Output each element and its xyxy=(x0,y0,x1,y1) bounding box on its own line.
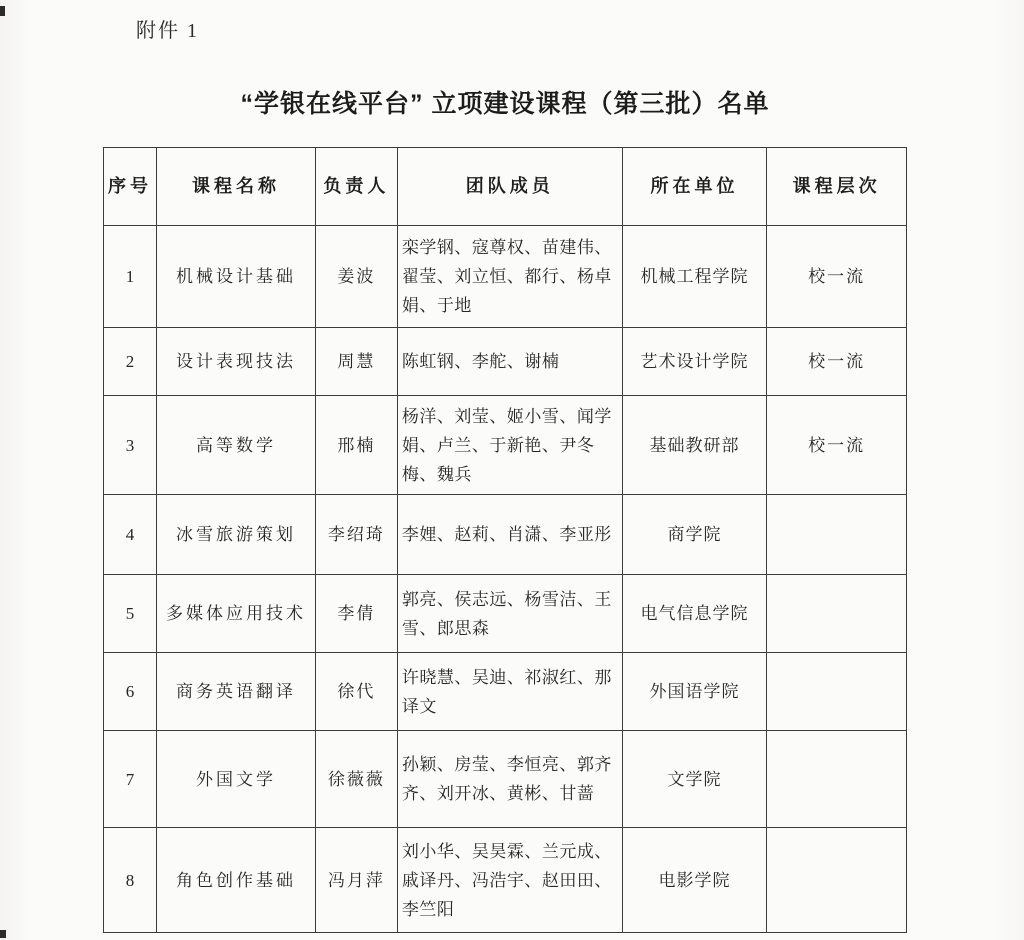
cell-course-name: 设计表现技法 xyxy=(156,328,315,396)
cell-unit: 基础教研部 xyxy=(622,396,767,495)
table-row xyxy=(104,328,907,396)
cell-serial-no: 4 xyxy=(104,495,157,575)
cell-unit: 文学院 xyxy=(622,731,767,828)
cell-team-members: 许晓慧、吴迪、祁淑红、那译文 xyxy=(397,653,622,731)
cell-leader: 姜波 xyxy=(315,226,397,328)
cell-serial-no: 7 xyxy=(104,731,157,828)
cell-course-name: 机械设计基础 xyxy=(156,226,315,328)
cell-course-level xyxy=(767,653,907,731)
page-title: “学银在线平台” 立项建设课程（第三批）名单 xyxy=(240,90,770,118)
table-row xyxy=(104,226,907,328)
header-course-name: 课程名称 xyxy=(156,148,315,226)
cell-serial-no: 5 xyxy=(104,575,157,653)
cell-team-members: 郭亮、侯志远、杨雪洁、王雪、郎思森 xyxy=(397,575,622,653)
cell-unit: 机械工程学院 xyxy=(622,226,767,328)
cell-course-level xyxy=(767,828,907,933)
cell-serial-no: 3 xyxy=(104,396,157,495)
cell-team-members: 杨洋、刘莹、姬小雪、闻学娟、卢兰、于新艳、尹冬梅、魏兵 xyxy=(397,396,622,495)
cell-serial-no: 8 xyxy=(104,828,157,933)
cell-course-name: 商务英语翻译 xyxy=(156,653,315,731)
cell-unit: 电气信息学院 xyxy=(622,575,767,653)
cell-team-members: 栾学钢、寇尊权、苗建伟、翟莹、刘立恒、都行、杨卓娟、于地 xyxy=(397,226,622,328)
cell-unit: 艺术设计学院 xyxy=(622,328,767,396)
table-row xyxy=(104,575,907,653)
cell-leader: 邢楠 xyxy=(315,396,397,495)
cell-leader: 徐薇薇 xyxy=(315,731,397,828)
scan-artifact-top xyxy=(0,6,5,16)
cell-course-level: 校一流 xyxy=(767,226,907,328)
cell-course-level xyxy=(767,575,907,653)
cell-course-name: 多媒体应用技术 xyxy=(156,575,315,653)
cell-leader: 徐代 xyxy=(315,653,397,731)
table-header-row xyxy=(104,148,907,226)
header-team-members: 团队成员 xyxy=(397,148,622,226)
header-leader: 负责人 xyxy=(315,148,397,226)
cell-leader: 李绍琦 xyxy=(315,495,397,575)
cell-course-level: 校一流 xyxy=(767,396,907,495)
cell-team-members: 李娌、赵莉、肖潇、李亚彤 xyxy=(397,495,622,575)
table-row xyxy=(104,828,907,933)
cell-serial-no: 1 xyxy=(104,226,157,328)
cell-course-level: 校一流 xyxy=(767,328,907,396)
cell-serial-no: 2 xyxy=(104,328,157,396)
header-course-level: 课程层次 xyxy=(767,148,907,226)
cell-course-name: 角色创作基础 xyxy=(156,828,315,933)
cell-course-level xyxy=(767,495,907,575)
attachment-label: 附件 1 xyxy=(136,20,199,42)
header-serial-no: 序号 xyxy=(104,148,157,226)
cell-course-name: 冰雪旅游策划 xyxy=(156,495,315,575)
header-unit: 所在单位 xyxy=(622,148,767,226)
cell-team-members: 孙颖、房莹、李恒亮、郭齐齐、刘开冰、黄彬、甘蔷 xyxy=(397,731,622,828)
cell-unit: 外国语学院 xyxy=(622,653,767,731)
cell-serial-no: 6 xyxy=(104,653,157,731)
cell-leader: 李倩 xyxy=(315,575,397,653)
cell-team-members: 陈虹钢、李舵、谢楠 xyxy=(397,328,622,396)
cell-leader: 周慧 xyxy=(315,328,397,396)
cell-leader: 冯月萍 xyxy=(315,828,397,933)
table-row xyxy=(104,495,907,575)
table-row xyxy=(104,731,907,828)
course-table xyxy=(103,147,907,933)
cell-course-level xyxy=(767,731,907,828)
table-row xyxy=(104,653,907,731)
scan-artifact-bottom xyxy=(0,930,6,938)
cell-course-name: 高等数学 xyxy=(156,396,315,495)
cell-unit: 电影学院 xyxy=(622,828,767,933)
cell-team-members: 刘小华、吴昊霖、兰元成、戚译丹、冯浩宇、赵田田、李竺阳 xyxy=(397,828,622,933)
table-row xyxy=(104,396,907,495)
cell-course-name: 外国文学 xyxy=(156,731,315,828)
cell-unit: 商学院 xyxy=(622,495,767,575)
